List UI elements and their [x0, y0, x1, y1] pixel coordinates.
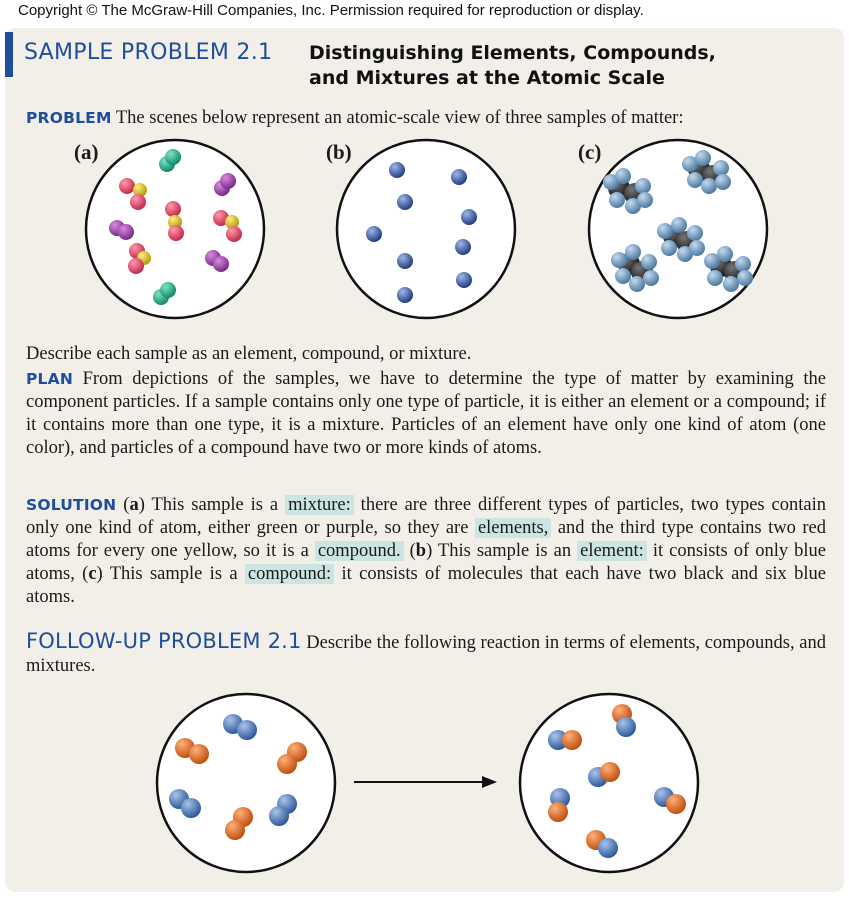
problem-statement: [26, 107, 826, 130]
sample-problem-title: [309, 41, 716, 91]
title-line-2: and Mixtures at the Atomic Scale: [309, 67, 665, 89]
reactants-circle: [155, 692, 337, 874]
follow-up-heading: FOLLOW-UP PROBLEM 2.1: [26, 629, 302, 653]
blue-atom: [455, 239, 471, 255]
blue-atom: [461, 209, 477, 225]
highlight-compound-c: compound:: [245, 564, 334, 584]
blue-atom: [451, 169, 467, 185]
plan-paragraph: [26, 368, 826, 460]
highlight-elements: elements,: [475, 518, 551, 538]
blue-atom: [389, 162, 405, 178]
products-circle: [518, 692, 700, 874]
sample-a-circle: [84, 138, 266, 320]
compound-molecule: [548, 730, 582, 750]
highlight-mixture: mixture:: [285, 495, 354, 515]
solution-label-a: a: [129, 495, 139, 515]
problem-question: Describe each sample as an element, compound, or mixture.: [26, 344, 472, 364]
highlight-element: element:: [577, 541, 647, 561]
blue-atom: [397, 253, 413, 269]
label-b: (b): [326, 140, 352, 164]
plan-text: From depictions of the samples, we have to determine the type of matter by examining the component particles. If a sample contains only one type of particle, it is either an element or a compound; if it contains more than one type, it is a mixture. Particles of an element have only one kind of atom (one color), and particles of a compound have two or more kinds of atoms.: [26, 369, 826, 458]
sample-c-circle: [587, 138, 769, 320]
follow-up-problem: [26, 630, 826, 678]
reaction-arrow: [354, 774, 499, 790]
sample-problem-label: SAMPLE PROBLEM 2.1: [24, 40, 273, 65]
follow-up-text: Describe the following reaction in terms of elements, compounds, and mixtures.: [26, 633, 826, 676]
title-accent-bar: [5, 32, 13, 77]
blue-atom: [366, 226, 382, 242]
title-line-1: Distinguishing Elements, Compounds,: [309, 42, 716, 64]
sample-b-circle: [335, 138, 517, 320]
label-a: (a): [74, 140, 99, 164]
compound-molecule: [548, 788, 570, 822]
label-c: (c): [578, 140, 602, 164]
solution-label-b: b: [415, 541, 427, 561]
solution-keyword: SOLUTION: [26, 496, 117, 514]
solution-label-c: c: [88, 564, 97, 584]
problem-text: The scenes below represent an atomic-scale view of three samples of matter:: [111, 108, 684, 128]
blue-atom: [397, 194, 413, 210]
highlight-compound: compound.: [315, 541, 404, 561]
blue-atom: [397, 287, 413, 303]
plan-keyword: PLAN: [26, 370, 74, 388]
blue-atom: [456, 272, 472, 288]
problem-keyword: PROBLEM: [26, 109, 112, 127]
solution-paragraph: SOLUTION (a) This sample is a mixture: there are three different types of particles, two types contain only one kind of atom, either green or purple, so they are elements, and the third type contains two red atoms for every one yellow, so it is a compound. (b) This sample is an element: it consists of only blue atoms, (c) This sample is a compound: it consists of molecules that each have two black and six blue atoms.: [26, 495, 826, 607]
copyright-notice: Copyright © The McGraw-Hill Companies, Inc. Permission required for reproduction or display.: [18, 2, 644, 19]
